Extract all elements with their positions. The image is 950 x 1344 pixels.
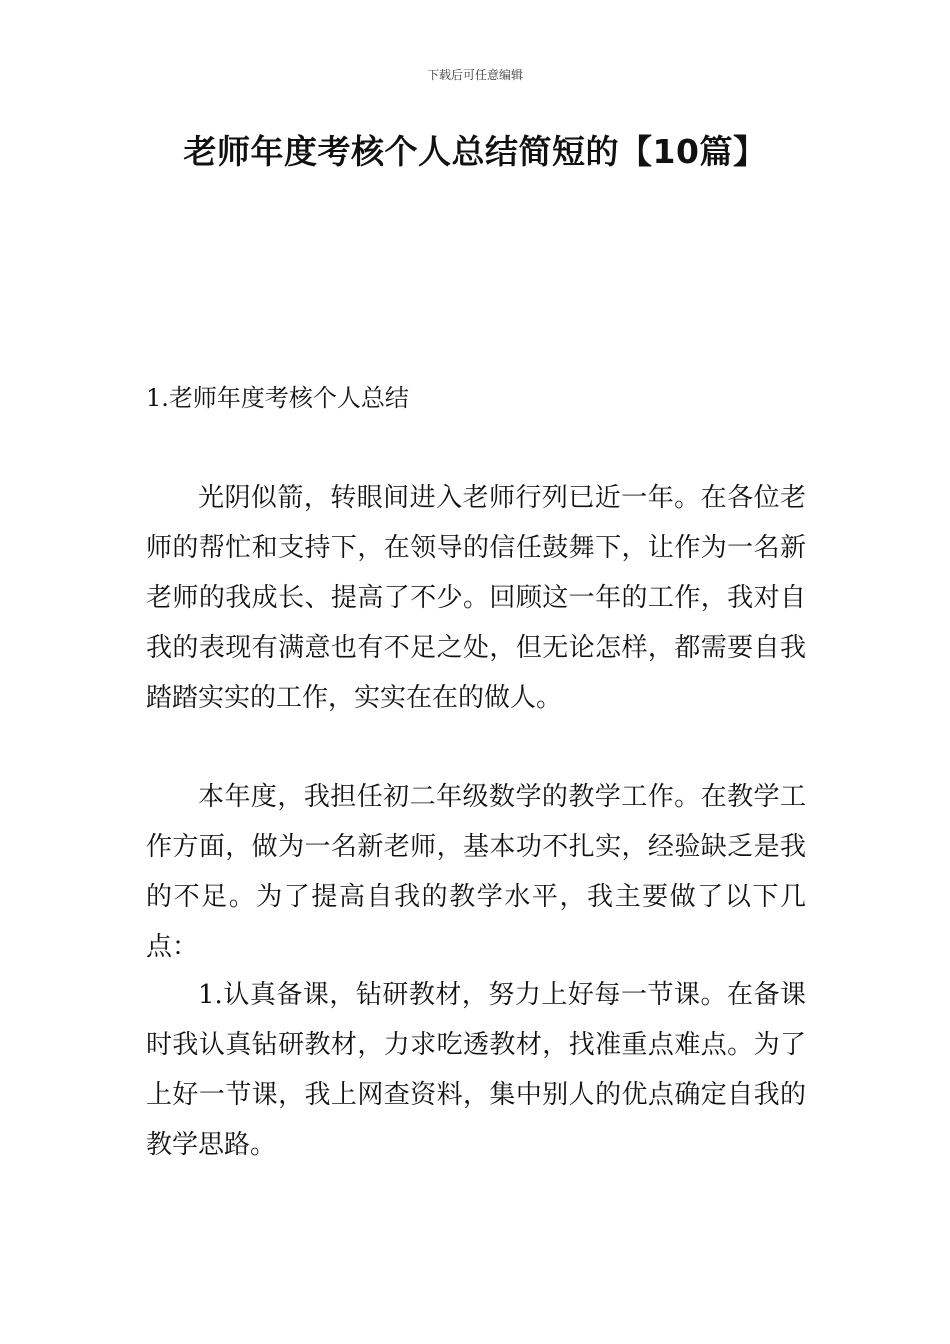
paragraph-intro: 光阴似箭，转眼间进入老师行列已近一年。在各位老师的帮忙和支持下，在领导的信任鼓舞下，让作为一名新老师的我成长、提高了不少。回顾这一年的工作，我对自我的表现有满意也有不足之处，但无论怎样，都需要自我踏踏实实的工作，实实在在的做人。 [146,483,806,713]
section-heading: 1.老师年度考核个人总结 [146,384,409,412]
header-note: 下载后可任意编辑 [426,68,523,82]
paragraph-lesson-prep: 1.认真备课，钻研教材，努力上好每一节课。在备课时我认真钻研教材，力求吃透教材，找准重点难点。为了上好一节课，我上网查资料，集中别人的优点确定自我的教学思路。 [146,980,806,1160]
paragraph-teaching-work: 本年度，我担任初二年级数学的教学工作。在教学工作方面，做为一名新老师，基本功不扎实，经验缺乏是我的不足。为了提高自我的教学水平，我主要做了以下几点： [146,782,806,962]
document-title: 老师年度考核个人总结简短的【10篇】 [183,132,767,171]
